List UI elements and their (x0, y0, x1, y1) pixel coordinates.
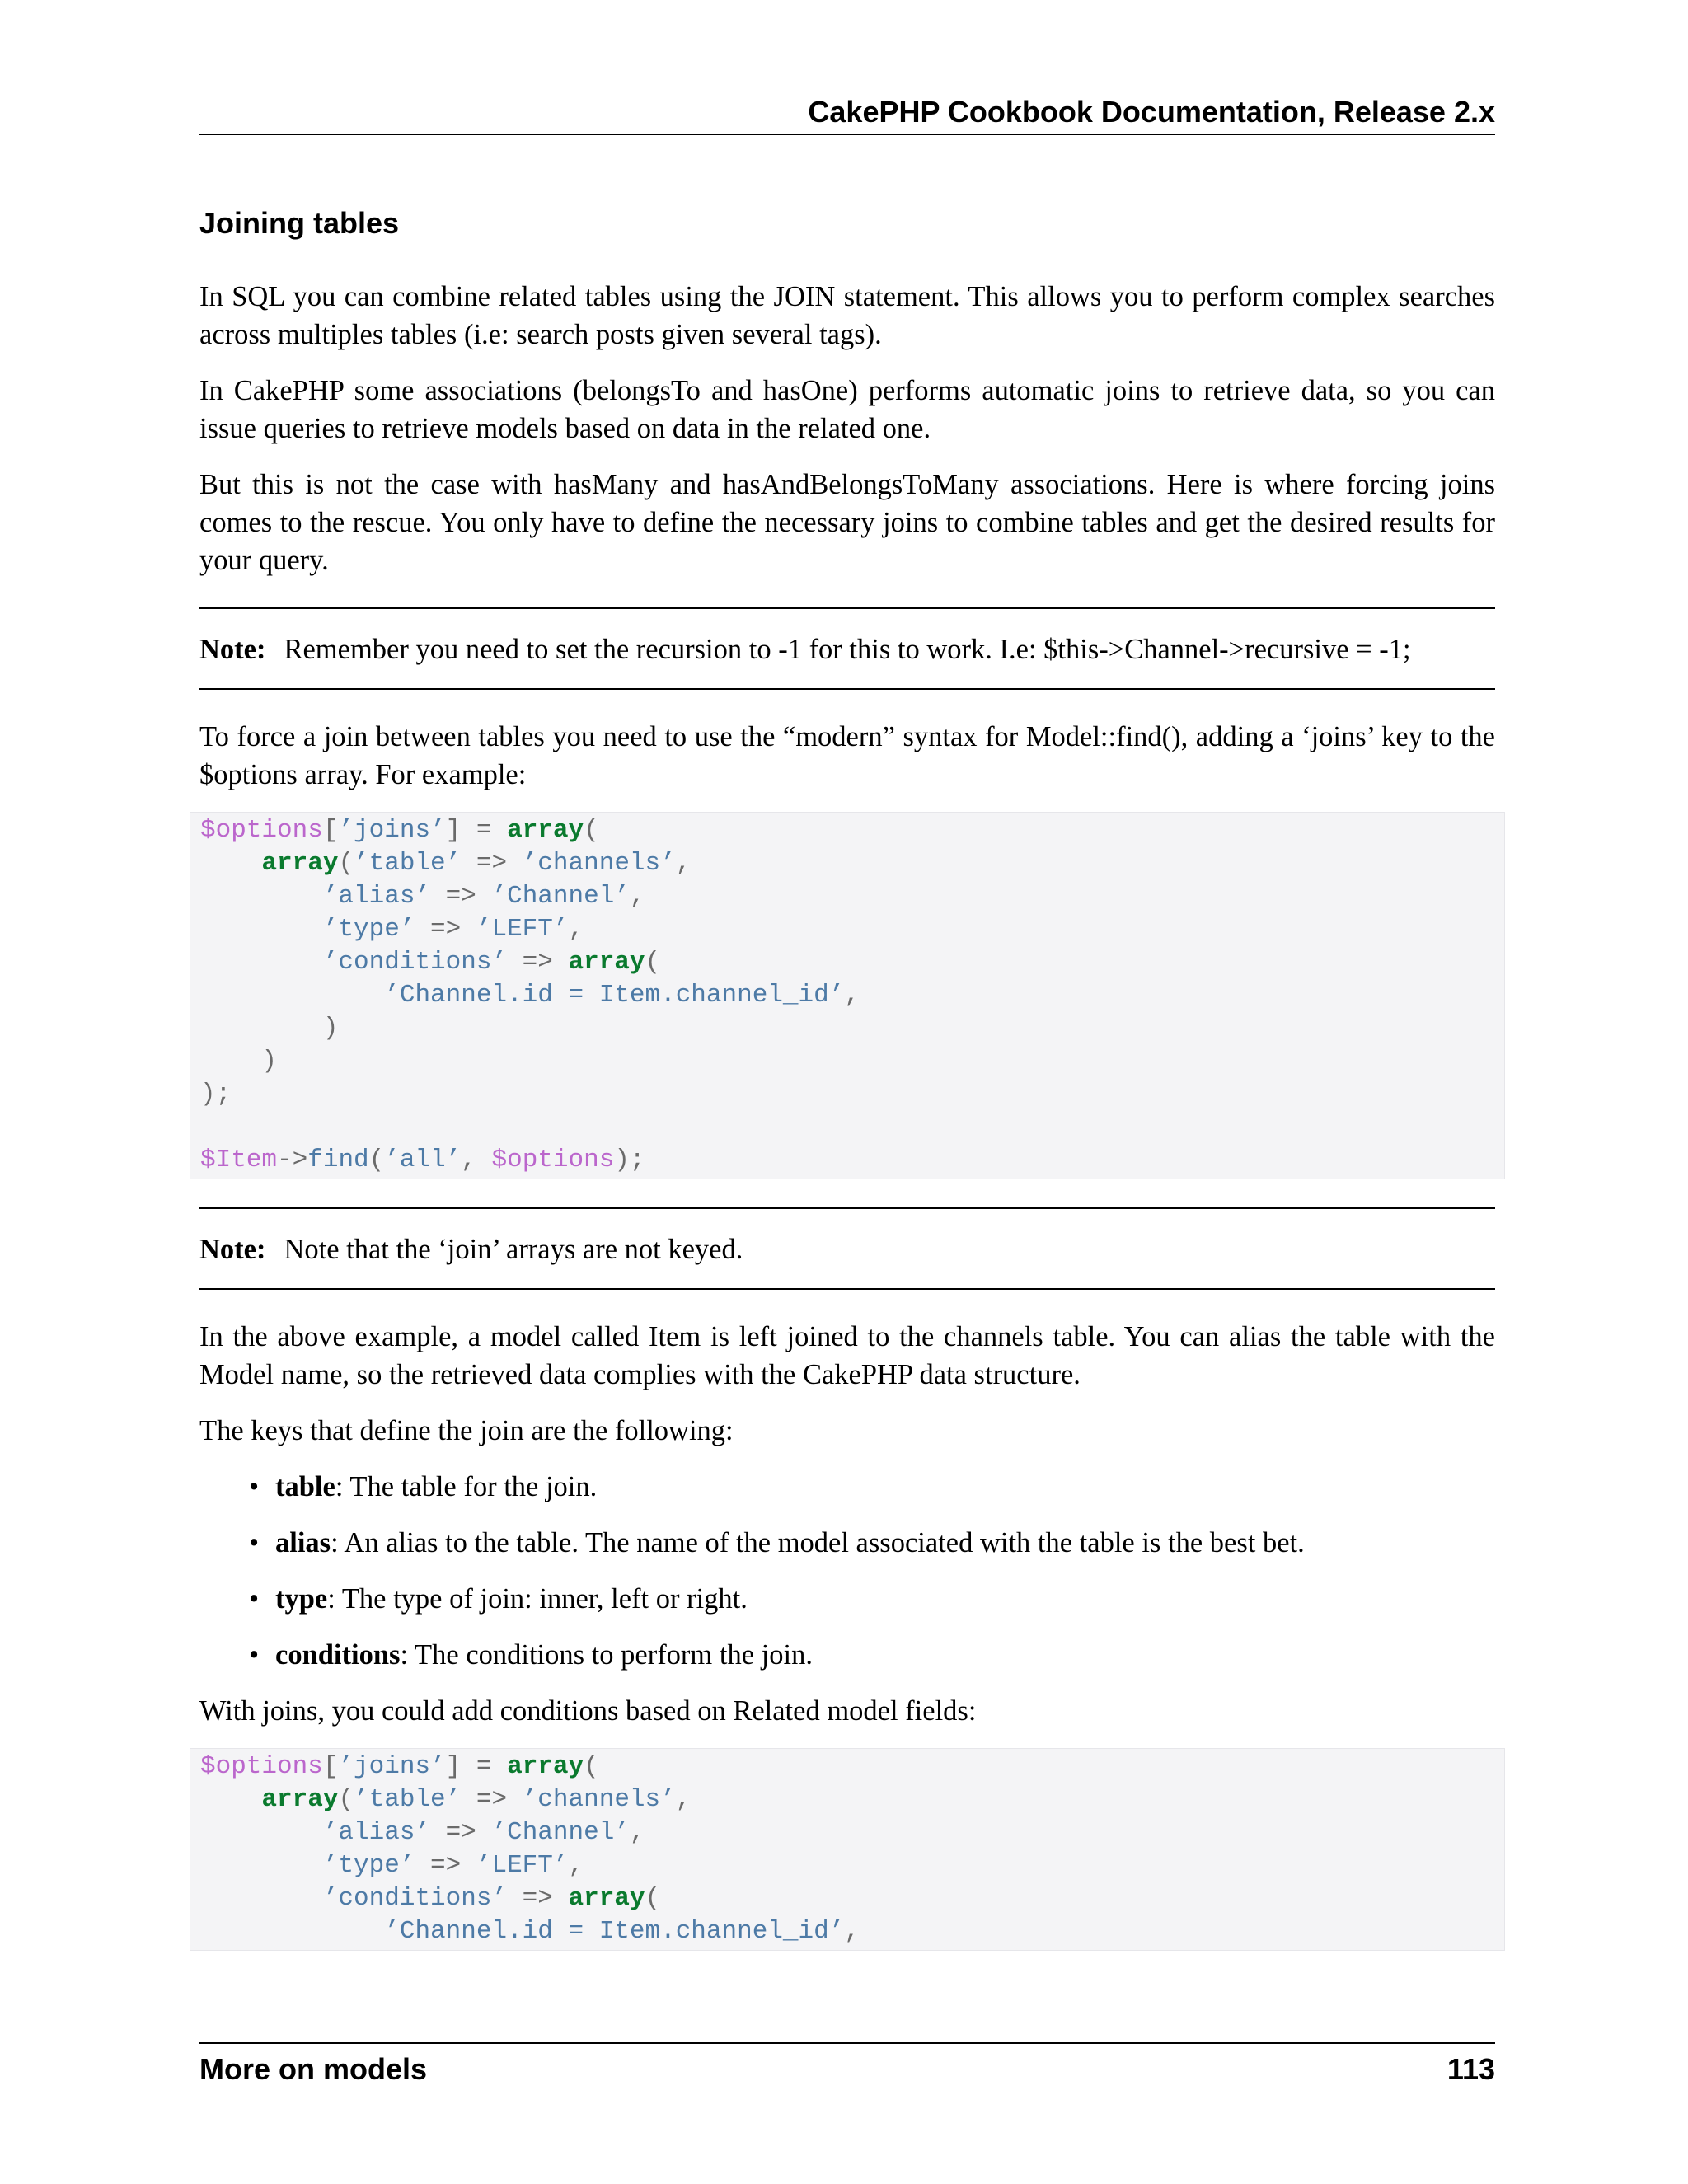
code-token: ( (338, 849, 354, 878)
join-key-description: : The table for the join. (335, 1471, 598, 1502)
code-token: => (430, 882, 492, 911)
code-token: ’LEFT’ (476, 1851, 569, 1880)
code-token: ’conditions’ (322, 948, 508, 977)
code-token: => (507, 1884, 569, 1913)
code-token: array (261, 849, 339, 878)
note-label: Note: (199, 1234, 266, 1265)
code-line (200, 1816, 1494, 1849)
code-token (200, 1884, 323, 1913)
code-token (200, 882, 323, 911)
code-line (200, 880, 1494, 913)
code-token (200, 849, 261, 878)
paragraph-join-intro: In SQL you can combine related tables using the JOIN statement. This allows you to perform complex searches across multiples tables (i.e: search posts given several tags). (199, 281, 1495, 350)
join-keys-list (199, 1468, 1495, 1674)
code-token: ’joins’ (338, 816, 446, 845)
code-token: ] = (445, 1752, 508, 1781)
code-token: ) (200, 1014, 339, 1043)
code-line (200, 1111, 1494, 1144)
paragraph-automatic-joins: In CakePHP some associations (belongsTo and hasOne) performs automatic joins to retrieve data, so you can issue queries to retrieve models based on data in the related one. (199, 375, 1495, 444)
join-key-term: table (275, 1471, 335, 1502)
code-token: ); (614, 1146, 645, 1174)
code-token: , (568, 915, 584, 944)
section-title: Joining tables (199, 206, 400, 240)
code-line (200, 1750, 1494, 1783)
code-token: array (568, 948, 645, 977)
code-line (200, 1849, 1494, 1882)
code-line (200, 1078, 1494, 1111)
code-block-related-conditions (190, 1748, 1505, 1951)
paragraph-example-explanation: In the above example, a model called Item is left joined to the channels table. You can alias the table with the Model name, so the retrieved data complies with the CakePHP data structure. (199, 1321, 1495, 1390)
code-token: array (261, 1785, 339, 1814)
code-token: ) (200, 1047, 278, 1076)
code-line (200, 1882, 1494, 1915)
footer-section-name: More on models (199, 2052, 428, 2086)
page-number: 113 (1447, 2052, 1495, 2086)
code-line (200, 946, 1494, 979)
code-token: => (461, 1785, 523, 1814)
code-token: ’Channel.id = Item.channel_id’ (384, 981, 845, 1010)
code-token: => (507, 948, 569, 977)
code-token (200, 1917, 384, 1946)
code-token: , (568, 1851, 584, 1880)
paragraph-join-keys-intro: The keys that define the join are the following: (199, 1415, 734, 1446)
running-footer (199, 2042, 1495, 2088)
code-token: , (675, 849, 692, 878)
code-line (200, 1783, 1494, 1816)
code-token: => (430, 1818, 492, 1847)
code-line (200, 1012, 1494, 1045)
join-key-item (275, 1524, 1495, 1562)
note-text: Remember you need to set the recursion to -1 for this to work. I.e: $this->Channel->recursive = -1; (284, 634, 1411, 665)
join-key-term: type (275, 1583, 328, 1615)
code-token: array (507, 1752, 584, 1781)
code-token: , (675, 1785, 692, 1814)
code-token: ( (338, 1785, 354, 1814)
code-token: ); (200, 1080, 232, 1108)
code-token: , (629, 1818, 645, 1847)
join-key-description: : The type of join: inner, left or right. (327, 1583, 748, 1615)
code-token (200, 981, 384, 1010)
code-line (200, 847, 1494, 880)
code-token (200, 1785, 261, 1814)
code-line (200, 979, 1494, 1012)
code-line (200, 1045, 1494, 1078)
code-token: , (461, 1146, 492, 1174)
code-token: ( (368, 1146, 385, 1174)
code-token: ’channels’ (522, 849, 676, 878)
paragraph-forcing-joins: But this is not the case with hasMany and hasAndBelongsToMany associations. Here is where forcing joins comes to the rescue. You only have to define the necessary joins to combine tables and get the desired results for your query. (199, 469, 1495, 576)
code-token: => (415, 915, 476, 944)
code-line (200, 913, 1494, 946)
code-token: ’alias’ (322, 882, 431, 911)
code-token: ’Channel’ (491, 882, 630, 911)
code-token: ’Channel’ (491, 1818, 630, 1847)
code-token: ’joins’ (338, 1752, 446, 1781)
code-token: ’type’ (322, 915, 415, 944)
code-token: , (629, 882, 645, 911)
note-join-arrays (199, 1207, 1495, 1290)
code-line (200, 1915, 1494, 1948)
code-token: ’type’ (322, 1851, 415, 1880)
code-token (200, 1818, 323, 1847)
note-label: Note: (199, 634, 266, 665)
join-key-item (275, 1580, 1495, 1618)
code-token: ’Channel.id = Item.channel_id’ (384, 1917, 845, 1946)
join-key-description: : An alias to the table. The name of the model associated with the table is the best bet. (331, 1527, 1305, 1558)
code-line (200, 814, 1494, 847)
join-key-term: conditions (275, 1639, 401, 1671)
code-token: ’all’ (384, 1146, 462, 1174)
code-token: array (568, 1884, 645, 1913)
code-token: $options (200, 1752, 323, 1781)
code-token: array (507, 816, 584, 845)
join-key-item (275, 1636, 1495, 1674)
code-token: $options (200, 816, 323, 845)
code-token: ’table’ (354, 849, 462, 878)
code-token: ( (584, 1752, 599, 1781)
code-token: [ (322, 1752, 339, 1781)
paragraph-related-conditions: With joins, you could add conditions based on Related model fields: (199, 1695, 977, 1727)
code-token: ( (645, 1884, 661, 1913)
code-token: ’channels’ (522, 1785, 676, 1814)
code-token: => (461, 849, 523, 878)
code-block-joins-example (190, 812, 1505, 1179)
code-token: , (844, 1917, 860, 1946)
code-token: ( (584, 816, 599, 845)
code-token: ’LEFT’ (476, 915, 569, 944)
code-token (200, 915, 323, 944)
code-token: ( (645, 948, 661, 977)
running-header: CakePHP Cookbook Documentation, Release 2.x (199, 92, 1495, 135)
join-key-term: alias (275, 1527, 331, 1558)
code-token (200, 1851, 323, 1880)
code-token: , (844, 981, 860, 1010)
join-key-description: : The conditions to perform the join. (400, 1639, 813, 1671)
code-token: [ (322, 816, 339, 845)
code-token (200, 948, 323, 977)
code-token: $Item (200, 1146, 278, 1174)
code-token: => (415, 1851, 476, 1880)
code-token: ] = (445, 816, 508, 845)
code-token: -> (277, 1146, 308, 1174)
code-token: ’table’ (354, 1785, 462, 1814)
code-line (200, 1144, 1494, 1177)
code-token: ’conditions’ (322, 1884, 508, 1913)
join-key-item (275, 1468, 1495, 1506)
document-page (199, 0, 1495, 2184)
code-token: ’alias’ (322, 1818, 431, 1847)
main-content (199, 278, 1495, 1969)
code-token: find (307, 1146, 369, 1174)
code-token: $options (491, 1146, 615, 1174)
paragraph-force-join-syntax: To force a join between tables you need to use the “modern” syntax for Model::find(), adding a ‘joins’ key to the $options array. For example: (199, 721, 1495, 790)
note-text: Note that the ‘join’ arrays are not keyed. (284, 1234, 743, 1265)
note-recursion (199, 607, 1495, 690)
